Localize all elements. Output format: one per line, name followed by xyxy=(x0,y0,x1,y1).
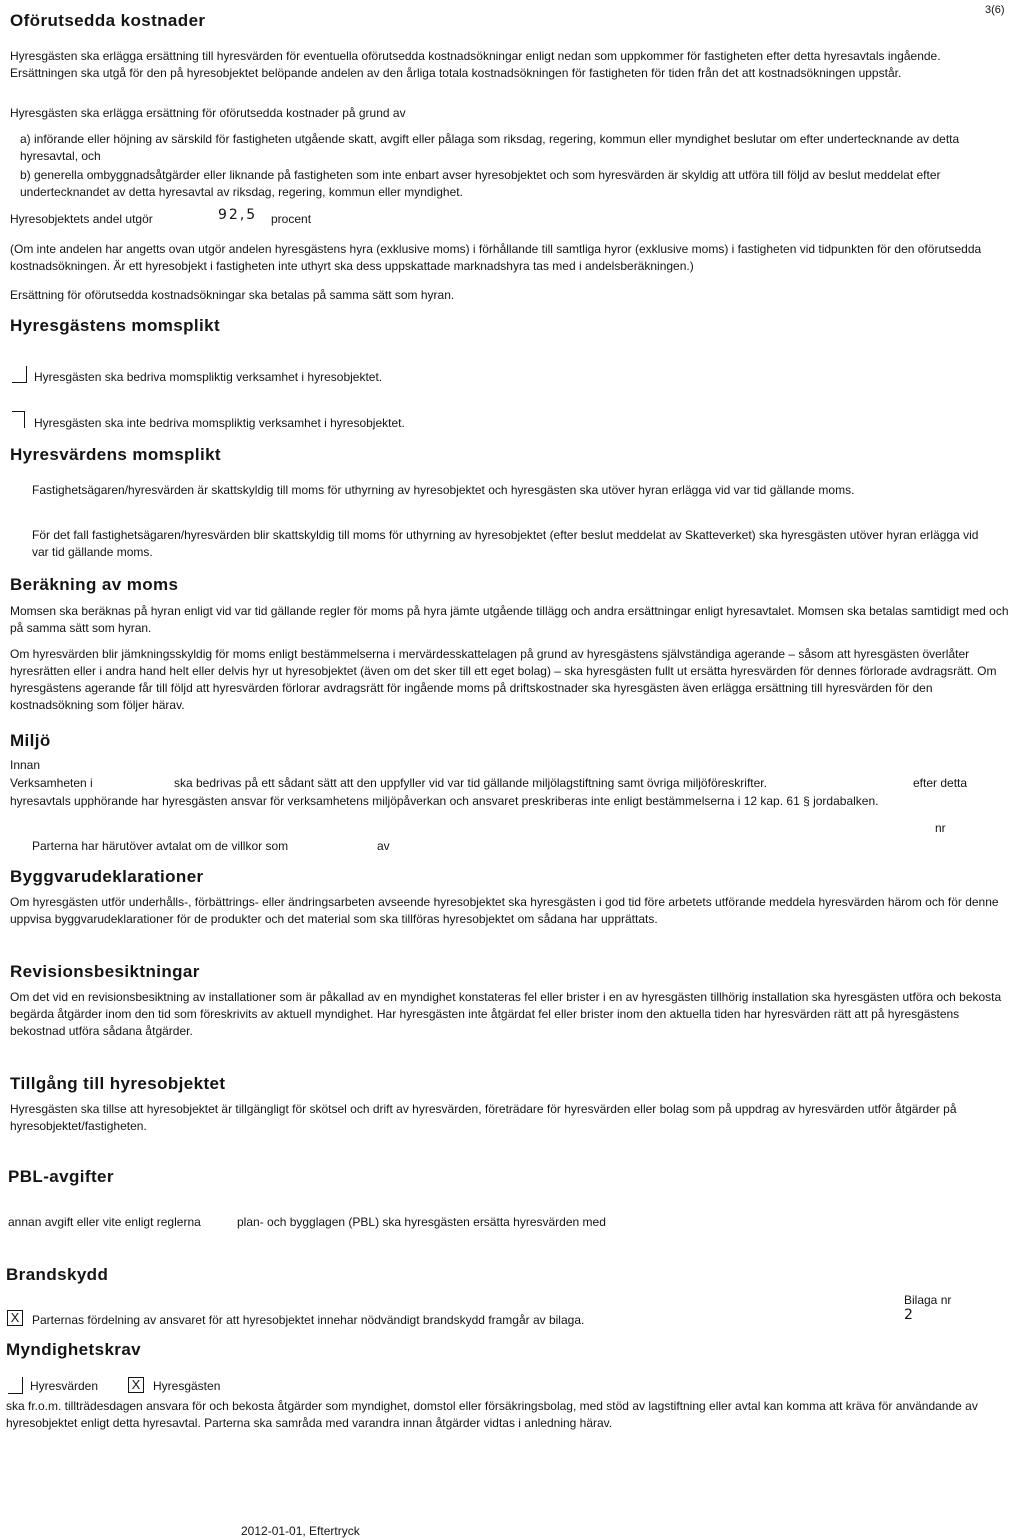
section-title-berakning-av-moms: Beräkning av moms xyxy=(10,575,179,594)
paragraph: ska fr.o.m. tillträdesdagen ansvara för och bekosta åtgärder som myndighet, domstol eller försäkringsbolag, med stöd av lagstiftning eller avtal kan komma att kräva för användande av hyresobjektet enligt detta hyresavtal. Parterna ska samråda med varandra innan åtgärder vidtas i anledning härav. xyxy=(6,1399,978,1430)
option-hyresgasten: Hyresgästen xyxy=(153,1379,221,1393)
footer-date: 2012-01-01, Eftertryck xyxy=(241,1524,360,1538)
brandskydd-text: Parternas fördelning av ansvaret för att hyresobjektet innehar nödvändigt brandskydd framgår av bilaga. xyxy=(32,1313,585,1327)
innan-text: Innan xyxy=(10,758,41,772)
paragraph: För det fall fastighetsägaren/hyresvärden blir skattskyldig till moms för uthyrning av hyresobjektet (efter beslut meddelat av Skatteverket) ska hyresgästen utöver hyran erlägga vid var tid gällande moms. xyxy=(32,528,979,559)
pbl-text-a: annan avgift eller vite enligt reglerna xyxy=(8,1215,201,1229)
section-title-hyresvardens-momsplikt: Hyresvärdens momsplikt xyxy=(10,445,221,464)
paragraph: Om hyresvärden blir jämkningsskyldig för moms enligt bestämmelserna i mervärdesskattelagen på grund av hyresgästens självständiga agerande – såsom att hyresgästen överlåter hyresrätten eller i andra hand helt eller delvis hyr ut hyresobjektet (även om det sker till ett eget bolag) – ska hyresgästen fullt ut ersätta hyresvärden för dennes förlorade avdragsrätt. Om hyresgästens agerande får till följd att hyresvärden förlorar avdragsrätt för ingående moms på driftskostnader ska hyresgästen även erlägga ersättning till hyresvärden för den kostnadsökning som följer härav. xyxy=(10,647,997,712)
option-momspliktig: Hyresgästen ska bedriva momspliktig verksamhet i hyresobjektet. xyxy=(34,370,383,384)
paragraph: Ersättning för oförutsedda kostnadsökningar ska betalas på samma sätt som hyran. xyxy=(10,288,455,302)
miljo-line1c: efter detta xyxy=(913,776,968,790)
share-label: Hyresobjektets andel utgör xyxy=(10,212,153,226)
list-item-a: a) införande eller höjning av särskild för fastigheten utgående skatt, avgift eller pålaga som riksdag, regering, kommun eller myndighet beslutar om efter undertecknande av detta hyresavtal, och xyxy=(20,132,960,163)
paragraph: Hyresgästen ska tillse att hyresobjektet är tillgängligt för skötsel och drift av hyresvärden, företrädare för hyresvärden eller bolag som på uppdrag av hyresvärden utför åtgärder på hyresobjektet/fastigheten. xyxy=(10,1102,957,1133)
paragraph: Om hyresgästen utför underhålls-, förbättrings- eller ändringsarbeten avseende hyresobjektet ska hyresgästen i god tid före arbetets utförande meddela hyresvärden härom och för denne uppvisa byggvarudeklarationer för de produkter och det material som ska tillföras hyresobjektet om sådana har upprättats. xyxy=(10,895,999,926)
bilaga-label: Bilaga nr xyxy=(904,1293,952,1307)
section-title-byggvarudeklarationer: Byggvarudeklarationer xyxy=(10,867,204,886)
paragraph: Om det vid en revisionsbesiktning av installationer som är påkallad av en myndighet konstateras fel eller brister i en av hyresgästen tillhörig installation ska hyresgästen utföra och bekosta begärda åtgärder inom den tid som föreskrivits av aktuell myndighet. Har hyresgästen inte åtgärdat fel eller brister inom den aktuella tiden har hyresvärden rätt att på hyresgästens bekostnad utföra sådana åtgärder. xyxy=(10,990,1002,1038)
paragraph: Hyresgästen ska erlägga ersättning till hyresvärden för eventuella oförutsedda kostnadsökningar enligt nedan som uppkommer för fastigheten efter detta hyresavtals ingående. Ersättningen ska utgå för den på hyresobjektet belöpande andelen av den årliga totala kostnadsökningen för fastigheten för tiden från det att kostnadsökningen uppstår. xyxy=(10,49,941,80)
checkbox-momspliktig[interactable] xyxy=(12,366,27,383)
av-text: av xyxy=(377,839,390,853)
section-title-pbl-avgifter: PBL-avgifter xyxy=(8,1167,114,1186)
section-title-revisionsbesiktningar: Revisionsbesiktningar xyxy=(10,962,200,981)
section-title-oforutsedda: Oförutsedda kostnader xyxy=(10,11,206,30)
option-hyresvarden: Hyresvärden xyxy=(30,1379,99,1393)
paragraph: (Om inte andelen har angetts ovan utgör andelen hyresgästens hyra (exklusive moms) i förhållande till samtliga hyror (exklusive moms) i fastigheten vid tidpunkten för den oförutsedda kostnadsökningen. Är ett hyresobjekt i fastigheten inte uthyrt ska dess uppskattade marknadshyra tas med i andelsberäkningen.) xyxy=(10,242,982,273)
share-unit: procent xyxy=(271,212,312,226)
list-item-b: b) generella ombyggnadsåtgärder eller liknande på fastigheten som inte enbart avser hyresobjektet och som hyresvärden är skyldig att utföra till följd av beslut meddelat efter undertecknandet av detta hyresavtal av riksdag, regering, kommun eller myndighet. xyxy=(20,168,941,199)
section-title-brandskydd: Brandskydd xyxy=(6,1265,109,1284)
checkbox-hyresvarden[interactable] xyxy=(8,1377,23,1394)
pbl-text-b: plan- och bygglagen (PBL) ska hyresgästen ersätta hyresvärden med xyxy=(237,1215,606,1229)
section-title-tillgang: Tillgång till hyresobjektet xyxy=(10,1074,226,1093)
miljo-line1b: ska bedrivas på ett sådant sätt att den uppfyller vid var tid gällande miljölagstiftning samt övriga miljöföreskrifter. xyxy=(174,776,767,790)
section-title-miljo: Miljö xyxy=(10,731,51,750)
share-value: 92,5 xyxy=(218,207,258,223)
miljo-line2: hyresavtals upphörande har hyresgästen ansvar för verksamhetens miljöpåverkan och ansvaret preskriberas inte enligt bestämmelserna i 12 kap. 61 § jordabalken. xyxy=(10,794,879,808)
checkbox-hyresgasten[interactable]: X xyxy=(128,1377,144,1393)
parterna-text: Parterna har härutöver avtalat om de villkor som xyxy=(32,839,289,853)
option-ej-momspliktig: Hyresgästen ska inte bedriva momspliktig verksamhet i hyresobjektet. xyxy=(34,416,405,430)
bilaga-value: 2 xyxy=(904,1307,915,1323)
nr-label: nr xyxy=(935,821,946,835)
paragraph: Momsen ska beräknas på hyran enligt vid var tid gällande regler för moms på hyra jämte utgående tillägg och andra ersättningar enligt hyresavtalet. Momsen ska betalas samtidigt med och på samma sätt som hyran. xyxy=(10,604,1009,635)
section-title-myndighetskrav: Myndighetskrav xyxy=(6,1340,142,1359)
miljo-line1a: Verksamheten i xyxy=(10,776,93,790)
section-title-hyresgastens-momsplikt: Hyresgästens momsplikt xyxy=(10,316,221,335)
paragraph: Hyresgästen ska erlägga ersättning för oförutsedda kostnader på grund av xyxy=(10,106,406,120)
paragraph: Fastighetsägaren/hyresvärden är skattskyldig till moms för uthyrning av hyresobjektet och hyresgästen ska utöver hyran erlägga vid var tid gällande moms. xyxy=(32,483,855,497)
checkbox-brandskydd[interactable]: X xyxy=(7,1310,23,1326)
page-number: 3(6) xyxy=(985,4,1005,16)
checkbox-ej-momspliktig[interactable] xyxy=(12,411,25,428)
